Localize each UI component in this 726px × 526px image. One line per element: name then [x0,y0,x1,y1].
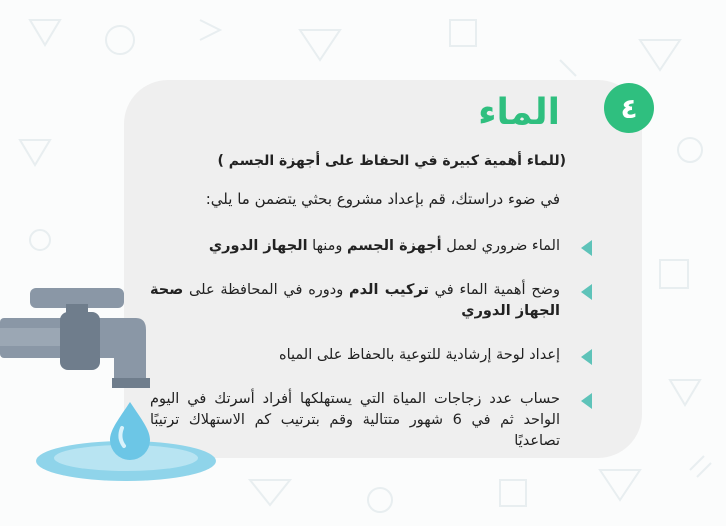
triangle-bullet-icon [581,393,592,409]
item-bold-term: صحة الجهاز الدوري [150,282,560,319]
item-text-part: وضح أهمية الماء في [428,282,561,298]
item-text-part: ومنها [307,238,348,254]
item-bold-term: أجهزة الجسم [347,238,442,254]
water-drop-icon [110,402,150,460]
triangle-bullet-icon [581,240,592,256]
intro-bold-term: أجهزة الجسم [228,153,321,169]
item-bold-term: تركيب الدم [349,282,429,298]
list-item-text [150,236,560,257]
intro-part2: ) [217,153,229,169]
list-item [150,236,592,257]
item-text-part: الماء ضروري لعمل [441,238,560,254]
item-bold-term: الجهاز الدوري [208,238,308,254]
list-item-text: إعداد لوحة إرشادية للتوعية بالحفاظ على المياه [279,347,560,363]
number-badge: ٤ [604,83,654,133]
list-item-text: حساب عدد زجاجات المياة التي يستهلكها أفراد أسرتك في اليوم الواحد ثم في 6 شهور متتالية وقم بترتيب كم الاستهلاك ترتيبًا تصاعديًا [150,391,560,449]
intro-bold-line [218,153,567,169]
item-text-part: ودوره في المحافظة على [183,282,350,298]
triangle-bullet-icon [581,284,592,300]
intro-line: في ضوء دراستك، قم بإعداد مشروع بحثي يتضمن ما يلي: [205,190,560,208]
triangle-bullet-icon [581,349,592,365]
intro-part1: (للماء أهمية كبيرة في الحفاظ على [320,153,566,169]
page-title: الماء [478,92,560,133]
faucet-icon [0,278,240,498]
